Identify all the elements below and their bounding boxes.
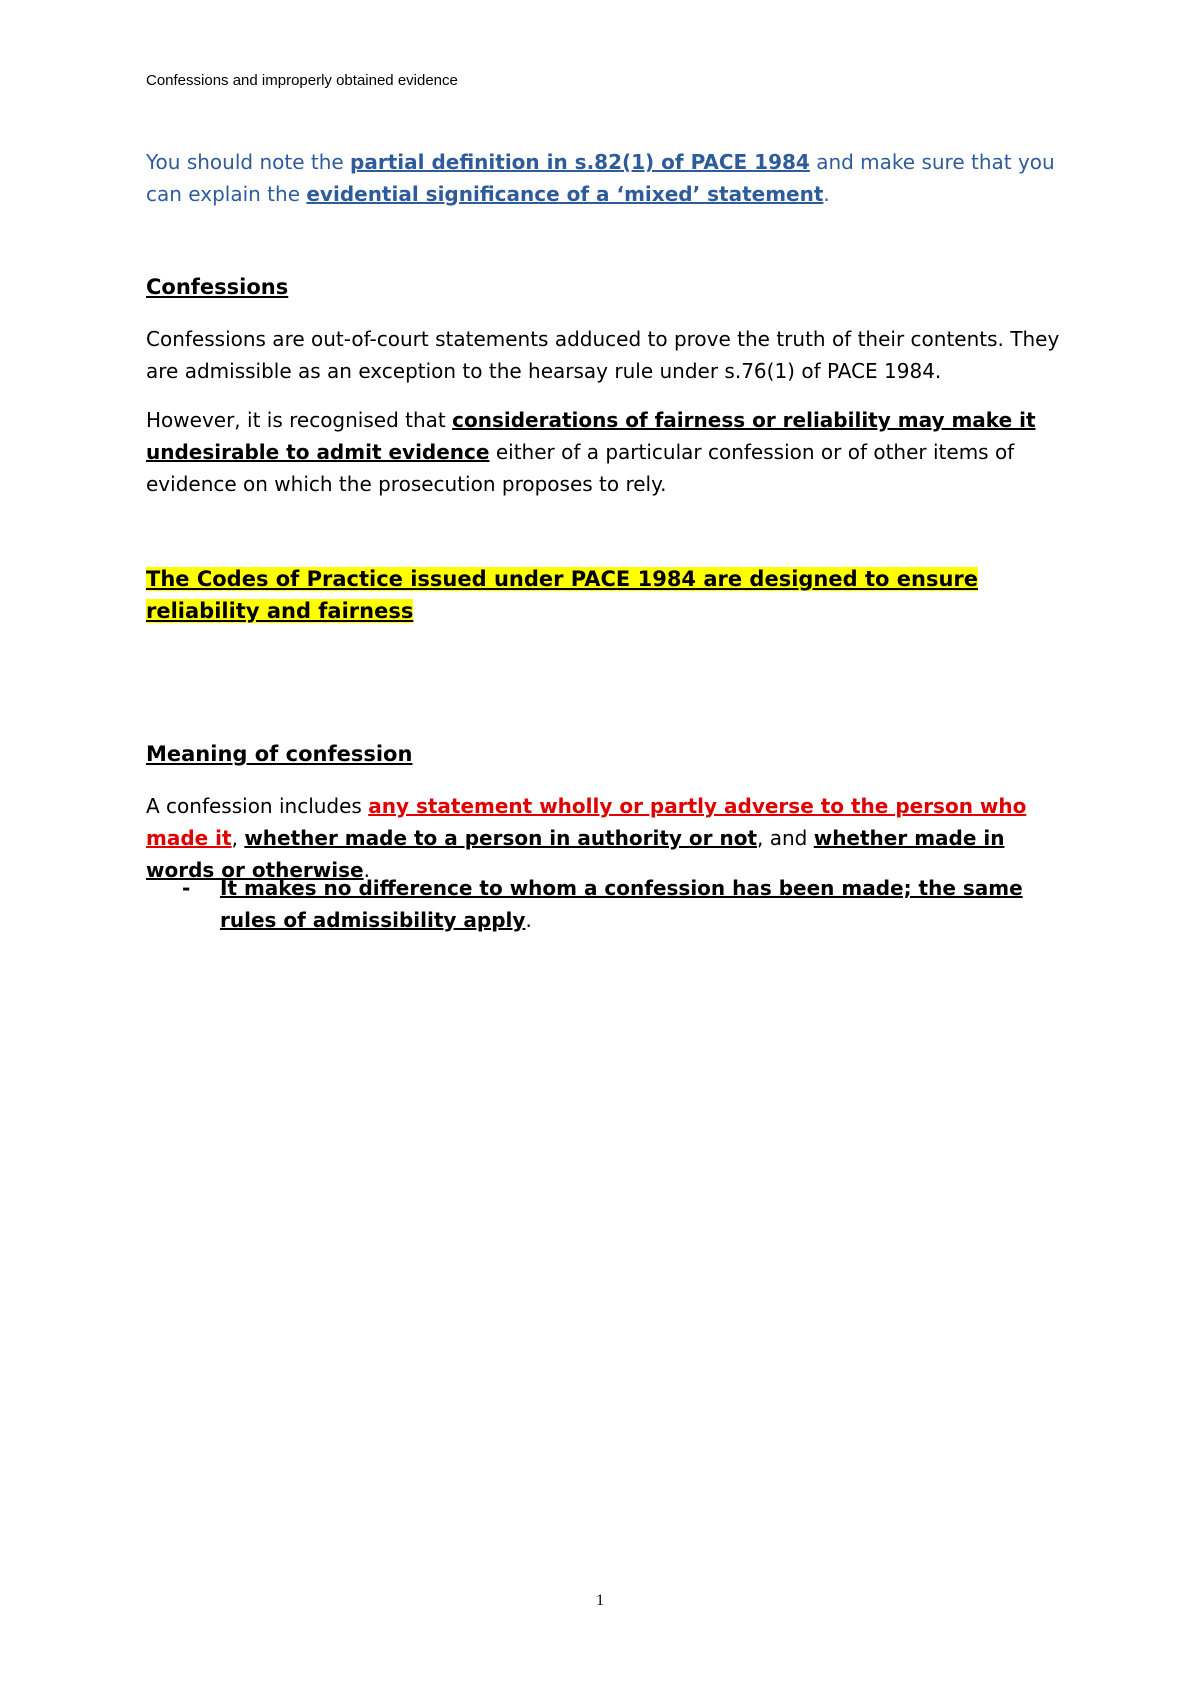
meaning-heading: Meaning of confession xyxy=(146,742,413,766)
fairness-text-end: either of a particular confession or of other items of evidence on which the prosecution proposes to rely. xyxy=(146,440,1015,496)
bullet-dash: - xyxy=(182,876,191,900)
meaning-text-1: A confession includes xyxy=(146,794,369,818)
meaning-red-emphasis: any statement wholly or partly adverse to the person who made it xyxy=(146,794,1027,850)
confessions-heading: Confessions xyxy=(146,275,289,299)
fairness-emphasis: considerations of fairness or reliability may make it undesirable to admit evidence xyxy=(146,408,1036,464)
fairness-paragraph xyxy=(146,404,1066,500)
highlight-text: The Codes of Practice issued under PACE 1984 are designed to ensure reliability and fairness xyxy=(146,567,978,623)
intro-emphasis-mixed-statement: evidential significance of a ‘mixed’ statement xyxy=(306,182,824,206)
intro-text-1: You should note the xyxy=(146,150,351,174)
intro-text-3: . xyxy=(823,182,830,206)
meaning-emphasis-authority: whether made to a person in authority or not xyxy=(244,826,758,850)
intro-paragraph xyxy=(146,146,1066,210)
meaning-text-2: , xyxy=(231,826,245,850)
codes-of-practice-highlight xyxy=(146,563,1026,627)
page-header: Confessions and improperly obtained evidence xyxy=(146,72,458,89)
bullet-emphasis: It makes no difference to whom a confession has been made; the same rules of admissibility apply xyxy=(220,876,1023,932)
meaning-emphasis-words: whether made in words or otherwise xyxy=(146,826,1005,882)
meaning-text-3: , and xyxy=(757,826,814,850)
bullet-text xyxy=(220,872,1042,936)
bullet-end: . xyxy=(525,908,532,932)
meaning-text-4: . xyxy=(363,858,370,882)
bullet-item xyxy=(182,872,1042,936)
fairness-text-start: However, it is recognised that xyxy=(146,408,453,432)
page-number: 1 xyxy=(596,1592,604,1609)
intro-text-2: and make sure that you can explain the xyxy=(146,150,1055,206)
intro-emphasis-partial-definition: partial definition in s.82(1) of PACE 1984 xyxy=(350,150,810,174)
confessions-definition-paragraph: Confessions are out-of-court statements adduced to prove the truth of their contents. They are admissible as an exception to the hearsay rule under s.76(1) of PACE 1984. xyxy=(146,327,1060,383)
